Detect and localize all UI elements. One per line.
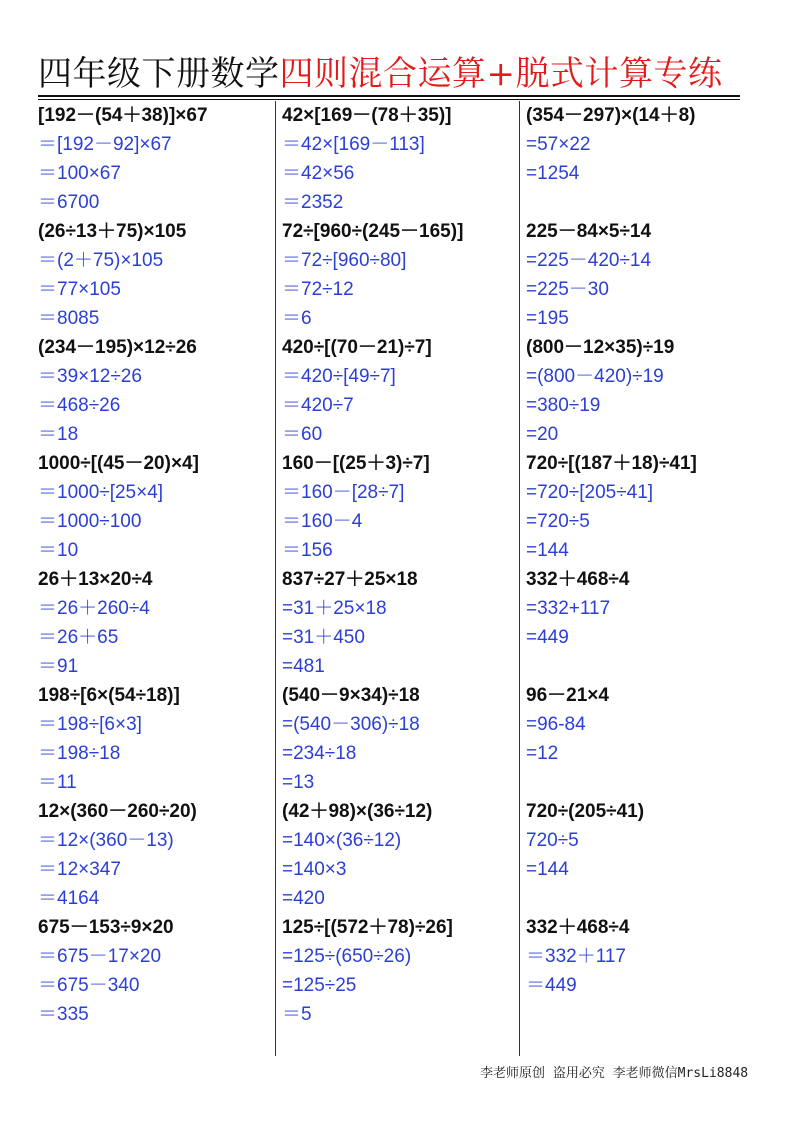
problem-expression: 198÷[6×(54÷18)] bbox=[38, 685, 180, 706]
solution-step: ＝198÷[6×3] bbox=[38, 714, 142, 735]
solution-step: =720÷5 bbox=[526, 511, 590, 532]
solution-step: =481 bbox=[282, 656, 325, 677]
solution-step: ＝335 bbox=[38, 1004, 89, 1025]
problem-block bbox=[38, 913, 274, 1029]
solution-step bbox=[526, 1000, 762, 1029]
column-divider bbox=[275, 101, 276, 1056]
solution-step: ＝675－340 bbox=[38, 975, 140, 996]
problem-expression: (234－195)×12÷26 bbox=[38, 337, 197, 358]
solution-step: ＝[192－92]×67 bbox=[38, 134, 172, 155]
solution-step: =720÷[205÷41] bbox=[526, 482, 654, 503]
problem-expression: 332＋468÷4 bbox=[526, 917, 630, 938]
solution-step: ＝91 bbox=[38, 656, 79, 677]
solution-step: =96-84 bbox=[526, 714, 586, 735]
solution-step: ＝1000÷[25×4] bbox=[38, 482, 164, 503]
solution-step: ＝72÷[960÷80] bbox=[282, 250, 407, 271]
problem-block bbox=[282, 101, 518, 217]
solution-step: =225－420÷14 bbox=[526, 250, 652, 271]
solution-step: =31＋25×18 bbox=[282, 598, 387, 619]
solution-step: ＝18 bbox=[38, 424, 79, 445]
solution-step: =380÷19 bbox=[526, 395, 601, 416]
problem-block bbox=[38, 449, 274, 565]
solution-step: ＝42×[169－113] bbox=[282, 134, 425, 155]
problem-column-3 bbox=[526, 101, 762, 1029]
title-topic: 四则混合运算+脱式计算专练 bbox=[279, 54, 723, 94]
solution-step: =(540－306)÷18 bbox=[282, 714, 420, 735]
solution-step: ＝8085 bbox=[38, 308, 100, 329]
solution-step: ＝11 bbox=[38, 772, 77, 793]
solution-step: ＝420÷7 bbox=[282, 395, 354, 416]
problem-block bbox=[282, 217, 518, 333]
problem-block bbox=[38, 217, 274, 333]
solution-step: =332+117 bbox=[526, 598, 611, 619]
problem-expression: 675－153÷9×20 bbox=[38, 917, 174, 938]
solution-step: ＝468÷26 bbox=[38, 395, 121, 416]
problem-expression: 332＋468÷4 bbox=[526, 569, 630, 590]
solution-step: ＝6 bbox=[282, 308, 312, 329]
problem-block bbox=[526, 101, 762, 217]
problem-column-2 bbox=[282, 101, 518, 1029]
problem-expression: 72÷[960÷(245－165)] bbox=[282, 221, 464, 242]
solution-step: ＝100×67 bbox=[38, 163, 121, 184]
problem-block bbox=[38, 333, 274, 449]
problem-block bbox=[526, 449, 762, 565]
solution-step: =234÷18 bbox=[282, 743, 357, 764]
problem-expression: 160－[(25＋3)÷7] bbox=[282, 453, 430, 474]
solution-step: ＝1000÷100 bbox=[38, 511, 142, 532]
problem-block bbox=[282, 449, 518, 565]
problem-expression: 125÷[(572＋78)÷26] bbox=[282, 917, 453, 938]
solution-step: =125÷(650÷26) bbox=[282, 946, 412, 967]
problem-block bbox=[526, 797, 762, 913]
solution-step: =20 bbox=[526, 424, 559, 445]
solution-step: ＝6700 bbox=[38, 192, 100, 213]
problem-block bbox=[282, 681, 518, 797]
solution-step: =125÷25 bbox=[282, 975, 357, 996]
problem-block bbox=[526, 217, 762, 333]
solution-step: =31＋450 bbox=[282, 627, 365, 648]
solution-step: ＝2352 bbox=[282, 192, 344, 213]
problem-expression: (26÷13＋75)×105 bbox=[38, 221, 187, 242]
solution-step: ＝(2＋75)×105 bbox=[38, 250, 164, 271]
page-title bbox=[38, 52, 723, 96]
solution-step: =140×(36÷12) bbox=[282, 830, 402, 851]
solution-step: =140×3 bbox=[282, 859, 347, 880]
solution-step: ＝26＋65 bbox=[38, 627, 119, 648]
solution-step: ＝77×105 bbox=[38, 279, 121, 300]
solution-step bbox=[526, 768, 762, 797]
solution-step: ＝332＋117 bbox=[526, 946, 626, 967]
solution-step: ＝39×12÷26 bbox=[38, 366, 142, 387]
solution-step bbox=[526, 188, 762, 217]
solution-step: ＝160－[28÷7] bbox=[282, 482, 405, 503]
solution-step: =144 bbox=[526, 859, 569, 880]
solution-step bbox=[526, 652, 762, 681]
problem-expression: 720÷[(187＋18)÷41] bbox=[526, 453, 697, 474]
solution-step: =449 bbox=[526, 627, 569, 648]
solution-step bbox=[526, 884, 762, 913]
problem-block bbox=[38, 101, 274, 217]
solution-step: ＝449 bbox=[526, 975, 577, 996]
solution-step: ＝198÷18 bbox=[38, 743, 121, 764]
problem-block bbox=[282, 913, 518, 1029]
solution-step: ＝12×(360－13) bbox=[38, 830, 174, 851]
solution-step: ＝72÷12 bbox=[282, 279, 354, 300]
solution-step: 720÷5 bbox=[526, 830, 579, 851]
problem-column-1 bbox=[38, 101, 274, 1029]
problem-block bbox=[526, 913, 762, 1029]
problem-block bbox=[282, 797, 518, 913]
problem-expression: [192－(54＋38)]×67 bbox=[38, 105, 208, 126]
problem-block bbox=[526, 565, 762, 681]
title-underline-thin bbox=[38, 99, 740, 100]
problem-expression: (354－297)×(14＋8) bbox=[526, 105, 696, 126]
problem-expression: 12×(360－260÷20) bbox=[38, 801, 197, 822]
solution-step: ＝60 bbox=[282, 424, 323, 445]
problem-block bbox=[282, 333, 518, 449]
problem-expression: 420÷[(70－21)÷7] bbox=[282, 337, 432, 358]
solution-step: ＝26＋260÷4 bbox=[38, 598, 150, 619]
problem-block bbox=[526, 333, 762, 449]
problem-block bbox=[526, 681, 762, 797]
solution-step: ＝160－4 bbox=[282, 511, 363, 532]
problem-block bbox=[38, 681, 274, 797]
problem-expression: 96－21×4 bbox=[526, 685, 609, 706]
solution-step: ＝4164 bbox=[38, 888, 100, 909]
problem-expression: 225－84×5÷14 bbox=[526, 221, 652, 242]
solution-step: =57×22 bbox=[526, 134, 591, 155]
solution-step: =1254 bbox=[526, 163, 580, 184]
problem-expression: 1000÷[(45－20)×4] bbox=[38, 453, 199, 474]
solution-step: =12 bbox=[526, 743, 559, 764]
problem-block bbox=[38, 565, 274, 681]
problem-expression: 42×[169－(78＋35)] bbox=[282, 105, 452, 126]
solution-step: =225－30 bbox=[526, 279, 609, 300]
solution-step: ＝675－17×20 bbox=[38, 946, 162, 967]
copyright-footer: 李老师原创 盗用必究 李老师微信MrsLi8848 bbox=[480, 1066, 749, 1081]
solution-step: ＝420÷[49÷7] bbox=[282, 366, 396, 387]
column-divider bbox=[519, 101, 520, 1056]
problem-expression: 720÷(205÷41) bbox=[526, 801, 645, 822]
problem-block bbox=[282, 565, 518, 681]
solution-step: ＝156 bbox=[282, 540, 333, 561]
solution-step: =144 bbox=[526, 540, 569, 561]
solution-step: =420 bbox=[282, 888, 325, 909]
solution-step: =(800－420)÷19 bbox=[526, 366, 664, 387]
solution-step: ＝42×56 bbox=[282, 163, 355, 184]
problem-expression: 26＋13×20÷4 bbox=[38, 569, 153, 590]
solution-step: ＝10 bbox=[38, 540, 79, 561]
problem-expression: (42＋98)×(36÷12) bbox=[282, 801, 433, 822]
problem-expression: (540－9×34)÷18 bbox=[282, 685, 420, 706]
solution-step: ＝12×347 bbox=[38, 859, 121, 880]
solution-step: =13 bbox=[282, 772, 315, 793]
problem-expression: (800－12×35)÷19 bbox=[526, 337, 675, 358]
solution-step: ＝5 bbox=[282, 1004, 312, 1025]
title-grade: 四年级下册数学 bbox=[38, 54, 280, 94]
problem-block bbox=[38, 797, 274, 913]
title-underline bbox=[38, 95, 740, 97]
problem-expression: 837÷27＋25×18 bbox=[282, 569, 418, 590]
solution-step: =195 bbox=[526, 308, 569, 329]
